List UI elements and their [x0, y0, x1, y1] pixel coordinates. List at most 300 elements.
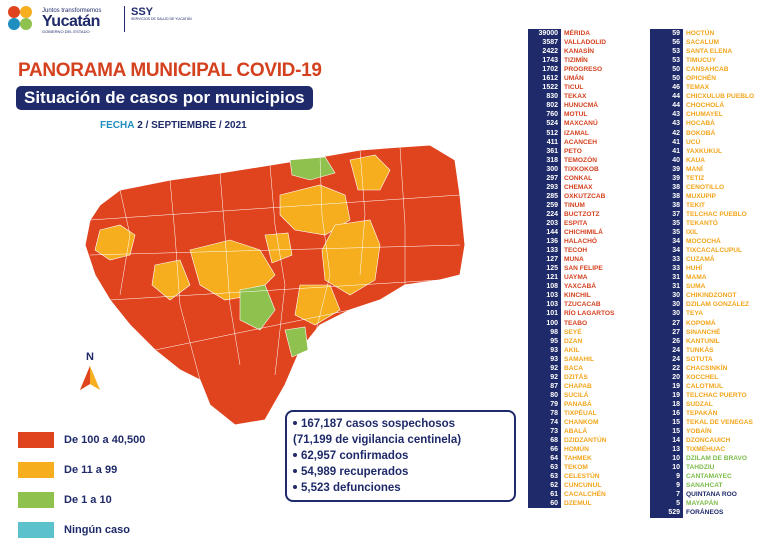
legend-item [18, 485, 145, 515]
municipality-name: KAUA [686, 156, 706, 164]
municipality-row [650, 436, 754, 445]
municipality-row [650, 119, 754, 128]
legend-label: De 11 a 99 [64, 464, 118, 476]
municipality-row [528, 382, 614, 391]
municipality-name: TEYA [686, 310, 703, 318]
municipality-row [528, 427, 614, 436]
municipality-name: ESPITA [564, 219, 588, 227]
municipality-row [528, 210, 614, 219]
municipality-name: IXIL [686, 229, 699, 237]
municipality-row [528, 183, 614, 192]
case-count: 63 [528, 472, 561, 481]
case-count: 760 [528, 110, 561, 119]
municipality-row [528, 291, 614, 300]
municipality-row [650, 56, 754, 65]
municipality-row [528, 255, 614, 264]
municipality-row [528, 499, 614, 508]
north-arrow-icon [78, 350, 102, 396]
municipality-row [528, 56, 614, 65]
case-count: 297 [528, 174, 561, 183]
municipality-row [528, 364, 614, 373]
municipality-name: CENOTILLO [686, 183, 725, 191]
municipality-row [650, 264, 754, 273]
municipality-row [528, 481, 614, 490]
case-count: 31 [650, 273, 683, 282]
legend-swatch-green [18, 492, 54, 508]
case-count: 53 [650, 56, 683, 65]
municipality-name: MAMA [686, 274, 707, 282]
municipality-name: CELESTÚN [564, 473, 600, 481]
municipality-row [650, 472, 754, 481]
municipality-name: TIXKOKOB [564, 165, 599, 173]
municipality-name: TEKAX [564, 93, 587, 101]
municipality-name: CHICHIMILÁ [564, 229, 603, 237]
municipality-name: CALOTMUL [686, 382, 723, 390]
municipality-name: FORÁNEOS [686, 509, 724, 517]
case-count: 14 [650, 436, 683, 445]
municipality-name: CUZAMÁ [686, 256, 715, 264]
municipality-name: CANTAMAYEC [686, 473, 732, 481]
stat-deaths: 5,523 defunciones [293, 480, 508, 496]
municipality-row [528, 92, 614, 101]
municipality-name: TIXPÉUAL [564, 409, 597, 417]
municipality-name: HALACHÓ [564, 238, 597, 246]
case-count: 79 [528, 400, 561, 409]
case-count: 43 [650, 110, 683, 119]
legend-label: De 1 a 10 [64, 494, 112, 506]
municipality-name: OPICHÉN [686, 75, 717, 83]
case-count: 33 [650, 255, 683, 264]
case-count: 74 [528, 418, 561, 427]
case-count: 37 [650, 210, 683, 219]
ssy-sub: SERVICIOS DE SALUD DE YUCATÁN [131, 17, 192, 21]
case-count: 40 [650, 156, 683, 165]
case-count: 101 [528, 309, 561, 318]
municipality-name: CACALCHÉN [564, 491, 606, 499]
date-label: FECHA [100, 120, 135, 131]
municipality-row [650, 364, 754, 373]
municipality-list-1 [528, 29, 614, 508]
case-count: 30 [650, 291, 683, 300]
municipality-row [650, 355, 754, 364]
case-count: 1522 [528, 83, 561, 92]
municipality-row [528, 490, 614, 499]
municipality-row [650, 138, 754, 147]
municipality-row [528, 192, 614, 201]
case-count: 41 [650, 147, 683, 156]
municipality-name: TEKIT [686, 201, 706, 209]
municipality-name: BUCTZOTZ [564, 210, 600, 218]
municipality-row [528, 264, 614, 273]
case-count: 80 [528, 391, 561, 400]
municipality-name: RÍO LAGARTOS [564, 310, 615, 318]
municipality-row [528, 29, 614, 38]
municipality-name: TELCHAC PUERTO [686, 391, 747, 399]
municipality-row [528, 319, 614, 328]
case-count: 87 [528, 382, 561, 391]
municipality-row [528, 47, 614, 56]
municipality-row [650, 210, 754, 219]
municipality-name: QUINTANA ROO [686, 491, 737, 499]
municipality-name: SEYÉ [564, 328, 582, 336]
municipality-name: MUNA [564, 256, 584, 264]
case-count: 44 [650, 92, 683, 101]
case-count: 7 [650, 490, 683, 499]
case-count: 5 [650, 499, 683, 508]
municipality-row [650, 246, 754, 255]
case-count: 203 [528, 219, 561, 228]
case-count: 30 [650, 309, 683, 318]
case-count: 3587 [528, 38, 561, 47]
municipality-row [528, 65, 614, 74]
municipality-name: CHANKOM [564, 419, 599, 427]
municipality-name: HOCTÚN [686, 30, 715, 37]
municipality-name: CHOCHOLÁ [686, 102, 725, 110]
case-count: 259 [528, 201, 561, 210]
legend-swatch-blue [18, 522, 54, 538]
case-count: 92 [528, 364, 561, 373]
case-count: 35 [650, 219, 683, 228]
municipality-name: PROGRESO [564, 66, 603, 74]
case-count: 39 [650, 165, 683, 174]
legend-swatch-yellow [18, 462, 54, 478]
municipality-name: VALLADOLID [564, 39, 606, 47]
municipality-row [650, 463, 754, 472]
case-count: 53 [650, 47, 683, 56]
municipality-name: TEKAL DE VENEGAS [686, 419, 753, 427]
municipality-name: TEKOM [564, 464, 588, 472]
municipality-row [650, 337, 754, 346]
municipality-row [528, 101, 614, 110]
municipality-name: TEMOZÓN [564, 156, 597, 164]
case-count: 103 [528, 291, 561, 300]
case-count: 125 [528, 264, 561, 273]
case-count: 802 [528, 101, 561, 110]
municipality-row [528, 328, 614, 337]
municipality-name: DZONCAUICH [686, 437, 731, 445]
case-count: 24 [650, 355, 683, 364]
municipality-name: KOPOMÁ [686, 319, 716, 327]
case-count: 15 [650, 427, 683, 436]
municipality-row [650, 192, 754, 201]
stat-recovered: 54,989 recuperados [293, 464, 508, 480]
case-count: 35 [650, 228, 683, 237]
case-count: 20 [650, 373, 683, 382]
case-count: 98 [528, 328, 561, 337]
municipality-row [650, 174, 754, 183]
municipality-name: SAN FELIPE [564, 265, 603, 273]
municipality-row [528, 83, 614, 92]
case-count: 26 [650, 337, 683, 346]
municipality-name: SUMA [686, 283, 706, 291]
case-count: 56 [650, 38, 683, 47]
municipality-row [528, 246, 614, 255]
case-count: 92 [528, 373, 561, 382]
municipality-name: XOCCHEL [686, 373, 719, 381]
municipality-row [650, 165, 754, 174]
municipality-row [650, 454, 754, 463]
case-count: 529 [650, 508, 683, 517]
municipality-name: YAXCABÁ [564, 283, 596, 291]
case-count: 46 [650, 83, 683, 92]
municipality-row [528, 418, 614, 427]
municipality-row [650, 346, 754, 355]
municipality-name: CHEMAX [564, 183, 593, 191]
case-count: 44 [650, 101, 683, 110]
case-count: 22 [650, 364, 683, 373]
municipality-row [528, 147, 614, 156]
municipality-name: YOBAÍN [686, 428, 712, 436]
municipality-row [528, 391, 614, 400]
municipality-row [650, 291, 754, 300]
municipality-row [650, 65, 754, 74]
stat-confirmed: 62,957 confirmados [293, 448, 508, 464]
municipality-row [528, 138, 614, 147]
municipality-row [650, 319, 754, 328]
case-count: 2422 [528, 47, 561, 56]
municipality-row [528, 110, 614, 119]
case-count: 62 [528, 481, 561, 490]
municipality-row [528, 156, 614, 165]
municipality-row [650, 309, 754, 318]
municipality-name: DZILAM DE BRAVO [686, 455, 748, 463]
case-count: 60 [528, 499, 561, 508]
case-count: 13 [650, 445, 683, 454]
case-count: 61 [528, 490, 561, 499]
municipality-name: CANSAHCAB [686, 66, 729, 74]
municipality-row [528, 337, 614, 346]
municipality-row [650, 201, 754, 210]
municipality-name: CUNCUNUL [564, 482, 602, 490]
municipality-row [650, 47, 754, 56]
case-count: 1702 [528, 65, 561, 74]
municipality-row [650, 273, 754, 282]
municipality-name: KANTUNIL [686, 337, 720, 345]
case-count: 524 [528, 119, 561, 128]
case-count: 1743 [528, 56, 561, 65]
municipality-row [650, 129, 754, 138]
municipality-name: UCÚ [686, 138, 701, 146]
ssy-abbr: SSY [131, 6, 154, 18]
municipality-name: MUXUPIP [686, 192, 717, 200]
municipality-row [528, 445, 614, 454]
municipality-row [650, 147, 754, 156]
map-state-base [85, 145, 465, 425]
municipality-row [650, 101, 754, 110]
municipality-list-2 [650, 29, 754, 518]
municipality-name: CONKAL [564, 174, 593, 182]
case-count: 224 [528, 210, 561, 219]
municipality-row [650, 328, 754, 337]
municipality-name: PETO [564, 147, 582, 155]
municipality-name: CHUMAYEL [686, 111, 723, 119]
municipality-name: TAHMEK [564, 455, 592, 463]
municipality-row [650, 499, 754, 508]
page-subtitle: Situación de casos por municipios [16, 86, 313, 110]
case-count: 27 [650, 328, 683, 337]
municipality-row [528, 174, 614, 183]
case-count: 121 [528, 273, 561, 282]
municipality-name: UAYMA [564, 274, 588, 282]
case-count: 59 [650, 29, 683, 38]
municipality-name: SINANCHÉ [686, 328, 721, 336]
municipality-row [650, 282, 754, 291]
legend-item [18, 455, 145, 485]
municipality-name: DZILAM GONZÁLEZ [686, 301, 749, 309]
case-count: 318 [528, 156, 561, 165]
municipality-row [528, 282, 614, 291]
municipality-row [528, 237, 614, 246]
municipality-name: BACA [564, 364, 584, 372]
case-count: 18 [650, 400, 683, 409]
case-count: 293 [528, 183, 561, 192]
municipality-row [528, 463, 614, 472]
case-count: 9 [650, 472, 683, 481]
municipality-name: TINUM [564, 201, 585, 209]
case-count: 144 [528, 228, 561, 237]
case-count: 63 [528, 463, 561, 472]
municipality-name: TAHDZIU [686, 464, 715, 472]
municipality-name: UMÁN [564, 75, 584, 83]
municipality-row [528, 228, 614, 237]
municipality-row [528, 74, 614, 83]
legend-label: Ningún caso [64, 524, 131, 536]
case-count: 411 [528, 138, 561, 147]
stats-box [285, 410, 516, 502]
municipality-name: TZUCACAB [564, 301, 601, 309]
municipality-name: TELCHAC PUEBLO [686, 210, 747, 218]
case-count: 830 [528, 92, 561, 101]
municipality-name: YAXKUKUL [686, 147, 723, 155]
municipality-name: BOKOBÁ [686, 129, 716, 137]
logo-line3: GOBIERNO DEL ESTADO [42, 29, 90, 34]
municipality-name: TIXCACALCUPUL [686, 247, 743, 255]
municipality-name: ABALÁ [564, 428, 588, 436]
municipality-name: KINCHIL [564, 292, 591, 300]
municipality-name: HUNUCMÁ [564, 102, 599, 110]
case-count: 1612 [528, 74, 561, 83]
municipality-row [528, 38, 614, 47]
case-count: 285 [528, 192, 561, 201]
logo-line1: Juntos transformemos [42, 8, 102, 14]
municipality-row [528, 273, 614, 282]
case-count: 27 [650, 319, 683, 328]
case-count: 136 [528, 237, 561, 246]
municipality-name: HOCABÁ [686, 120, 715, 128]
municipality-row [528, 129, 614, 138]
legend-label: De 100 a 40,500 [64, 434, 146, 446]
municipality-row [650, 228, 754, 237]
case-count: 127 [528, 255, 561, 264]
municipality-row [528, 346, 614, 355]
case-count: 16 [650, 409, 683, 418]
case-count: 43 [650, 119, 683, 128]
municipality-row [650, 418, 754, 427]
case-count: 361 [528, 147, 561, 156]
municipality-name: DZITÁS [564, 373, 588, 381]
case-count: 10 [650, 454, 683, 463]
municipality-row [650, 83, 754, 92]
municipality-name: MÉRIDA [564, 30, 591, 37]
municipality-name: TICUL [564, 84, 584, 92]
municipality-row [650, 38, 754, 47]
case-count: 19 [650, 382, 683, 391]
municipality-name: SUDZAL [686, 400, 713, 408]
municipality-row [650, 409, 754, 418]
case-count: 38 [650, 183, 683, 192]
municipality-name: DZAN [564, 337, 583, 345]
case-count: 73 [528, 427, 561, 436]
municipality-row [650, 427, 754, 436]
case-count: 50 [650, 65, 683, 74]
case-count: 34 [650, 237, 683, 246]
municipality-name: TEKANTÓ [686, 219, 718, 227]
municipality-row [528, 436, 614, 445]
municipality-row [528, 400, 614, 409]
yucatan-map [60, 135, 510, 430]
municipality-name: CHACSINKÍN [686, 364, 728, 372]
stat-suspected: 167,187 casos sospechosos [293, 416, 508, 432]
municipality-row [528, 165, 614, 174]
municipality-name: TEMAX [686, 84, 710, 92]
municipality-name: TIZIMÍN [564, 57, 588, 65]
municipality-name: TEABO [564, 319, 588, 327]
municipality-row [650, 391, 754, 400]
municipality-row [528, 472, 614, 481]
case-count: 512 [528, 129, 561, 138]
municipality-name: HOMÚN [564, 446, 589, 454]
case-count: 33 [650, 264, 683, 273]
case-count: 19 [650, 391, 683, 400]
municipality-name: CHIKINDZONOT [686, 292, 737, 300]
municipality-name: PANABÁ [564, 400, 592, 408]
municipality-row [650, 490, 754, 499]
case-count: 39000 [528, 29, 561, 38]
municipality-row [528, 300, 614, 309]
case-count: 103 [528, 300, 561, 309]
municipality-row [650, 373, 754, 382]
municipality-row [528, 373, 614, 382]
municipality-row [650, 481, 754, 490]
municipality-row [528, 309, 614, 318]
municipality-row [650, 445, 754, 454]
case-count: 24 [650, 346, 683, 355]
municipality-row [528, 409, 614, 418]
case-count: 93 [528, 346, 561, 355]
yucatan-logo-icon [8, 6, 38, 36]
municipality-row [650, 300, 754, 309]
municipality-name: TIMUCUY [686, 57, 717, 65]
municipality-row [650, 29, 754, 38]
municipality-name: TUNKÁS [686, 346, 714, 354]
case-count: 68 [528, 436, 561, 445]
ssy-logo [124, 6, 192, 32]
municipality-row [650, 74, 754, 83]
municipality-row [650, 237, 754, 246]
municipality-name: SANTA ELENA [686, 48, 733, 56]
municipality-row [650, 219, 754, 228]
municipality-row [650, 110, 754, 119]
legend [18, 425, 145, 545]
municipality-row [528, 201, 614, 210]
municipality-name: KANASÍN [564, 48, 595, 56]
case-count: 95 [528, 337, 561, 346]
municipality-name: ACANCEH [564, 138, 597, 146]
stat-sentinel: (71,199 de vigilancia centinela) [293, 434, 462, 446]
municipality-name: MANÍ [686, 165, 703, 173]
municipality-row [528, 355, 614, 364]
case-count: 66 [528, 445, 561, 454]
